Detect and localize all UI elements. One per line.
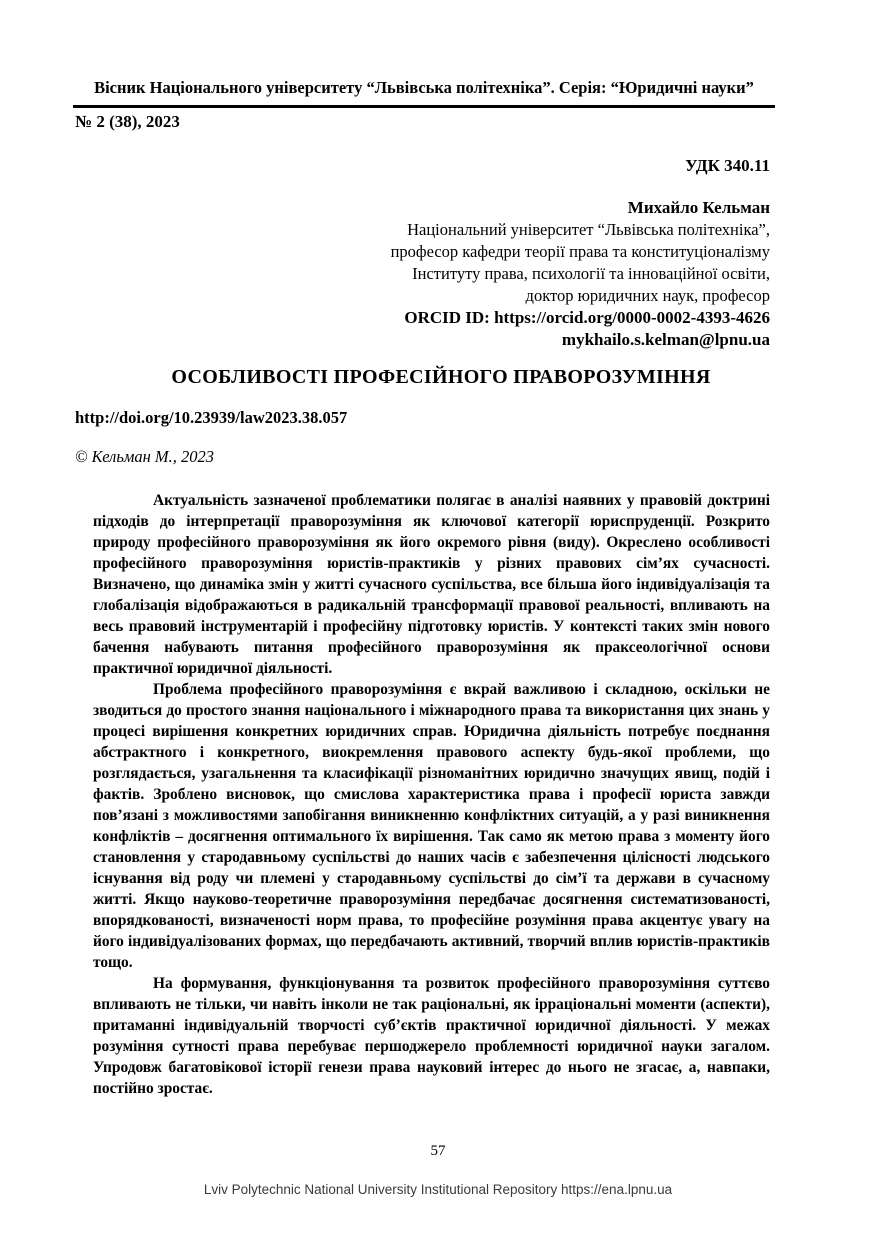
author-affiliation-line-4: доктор юридичних наук, професор: [525, 286, 770, 305]
journal-title: Вісник Національного університету “Львівська політехніка”. Серія: “Юридичні науки”: [73, 78, 775, 108]
doi-link: http://doi.org/10.23939/law2023.38.057: [75, 408, 348, 427]
author-orcid: ORCID ID: https://orcid.org/0000-0002-4393-4626: [404, 308, 770, 327]
abstract-paragraph-1: Актуальність зазначеної проблематики полягає в аналізі наявних у правовій доктрині підходів до інтерпретації праворозуміння як ключової категорії юриспруденції. Розкрито природу професійного праворозуміння як його окремого рівня (виду). Окреслено особливості професійного праворозуміння юристів-практиків у різних правових сім’ях сучасності. Визначено, що динаміка змін у житті сучасного суспільства, все більша його індивідуалізація та глобалізація відображаються в радикальній трансформації правової реальності, впливають на весь правовий інструментарій і професійну підготовку юристів. У контексті таких змін нового бачення набувають питання професійного праворозуміння як праксеологічної основи практичної юридичної діяльності.: [93, 492, 770, 677]
abstract-paragraph-3: На формування, функціонування та розвиток професійного праворозуміння суттєво впливають не тільки, чи навіть інколи не так раціональні, як ірраціональні моменти (аспекти), притаманні індивідуальній творчості суб’єктів практичної юридичної діяльності. У межах розуміння сутності права перебуває першоджерело проблемності юридичної науки загалом. Упродовж багатовікової історії генези права науковий інтерес до нього не згасає, а, навпаки, постійно зростає.: [93, 975, 770, 1097]
udc-code: УДК 340.11: [685, 156, 770, 175]
article-title: ОСОБЛИВОСТІ ПРОФЕСІЙНОГО ПРАВОРОЗУМІННЯ: [171, 366, 711, 388]
journal-header: [73, 78, 775, 108]
author-email: mykhailo.s.kelman@lpnu.ua: [561, 330, 770, 349]
copyright-notice: © Кельман М., 2023: [75, 447, 215, 466]
page-number: 57: [430, 1143, 446, 1159]
issue-number: № 2 (38), 2023: [75, 112, 180, 131]
author-affiliation-line-3: Інституту права, психології та інноваційної освіти,: [412, 264, 770, 283]
author-block: [0, 197, 770, 351]
repository-footer: Lviv Polytechnic National University Institutional Repository https://ena.lpnu.ua: [203, 1182, 673, 1197]
author-name: Михайло Кельман: [627, 198, 770, 217]
abstract-block: [93, 490, 770, 1099]
author-affiliation-line-2: професор кафедри теорії права та конституціоналізму: [390, 242, 770, 261]
abstract-paragraph-2: Проблема професійного праворозуміння є вкрай важливою і складною, оскільки не зводиться до простого знання національного і міжнародного права та використання цих знань у процесі вирішення конкретних юридичних справ. Юридична діяльність потребує поєднання абстрактного і конкретного, виокремлення правового аспекту будь-якої проблеми, що розглядається, узагальнення та класифікації різноманітних юридично значущих явищ, подій і фактів. Зроблено висновок, що смислова характеристика права і професії юриста завжди пов’язані з можливостями запобігання виникненню конфліктних ситуацій, а у разі виникнення конфліктів – досягнення оптимального їх вирішення. Так само як метою права з моменту його становлення у стародавньому суспільстві до наших часів є забезпечення цілісності людського існування від роду чи племені у стародавньому суспільстві до сім’ї та держави в сучасному житті. Якщо науково-теоретичне праворозуміння передбачає досягнення систематизованості, впорядкованості, визначеності норм права, то професійне розуміння права акцентує увагу на його індивідуалізованих формах, що передбачають активний, творчий вплив юристів-практиків тощо.: [93, 681, 770, 971]
author-affiliation-line-1: Національний університет “Львівська політехніка”,: [407, 220, 770, 239]
